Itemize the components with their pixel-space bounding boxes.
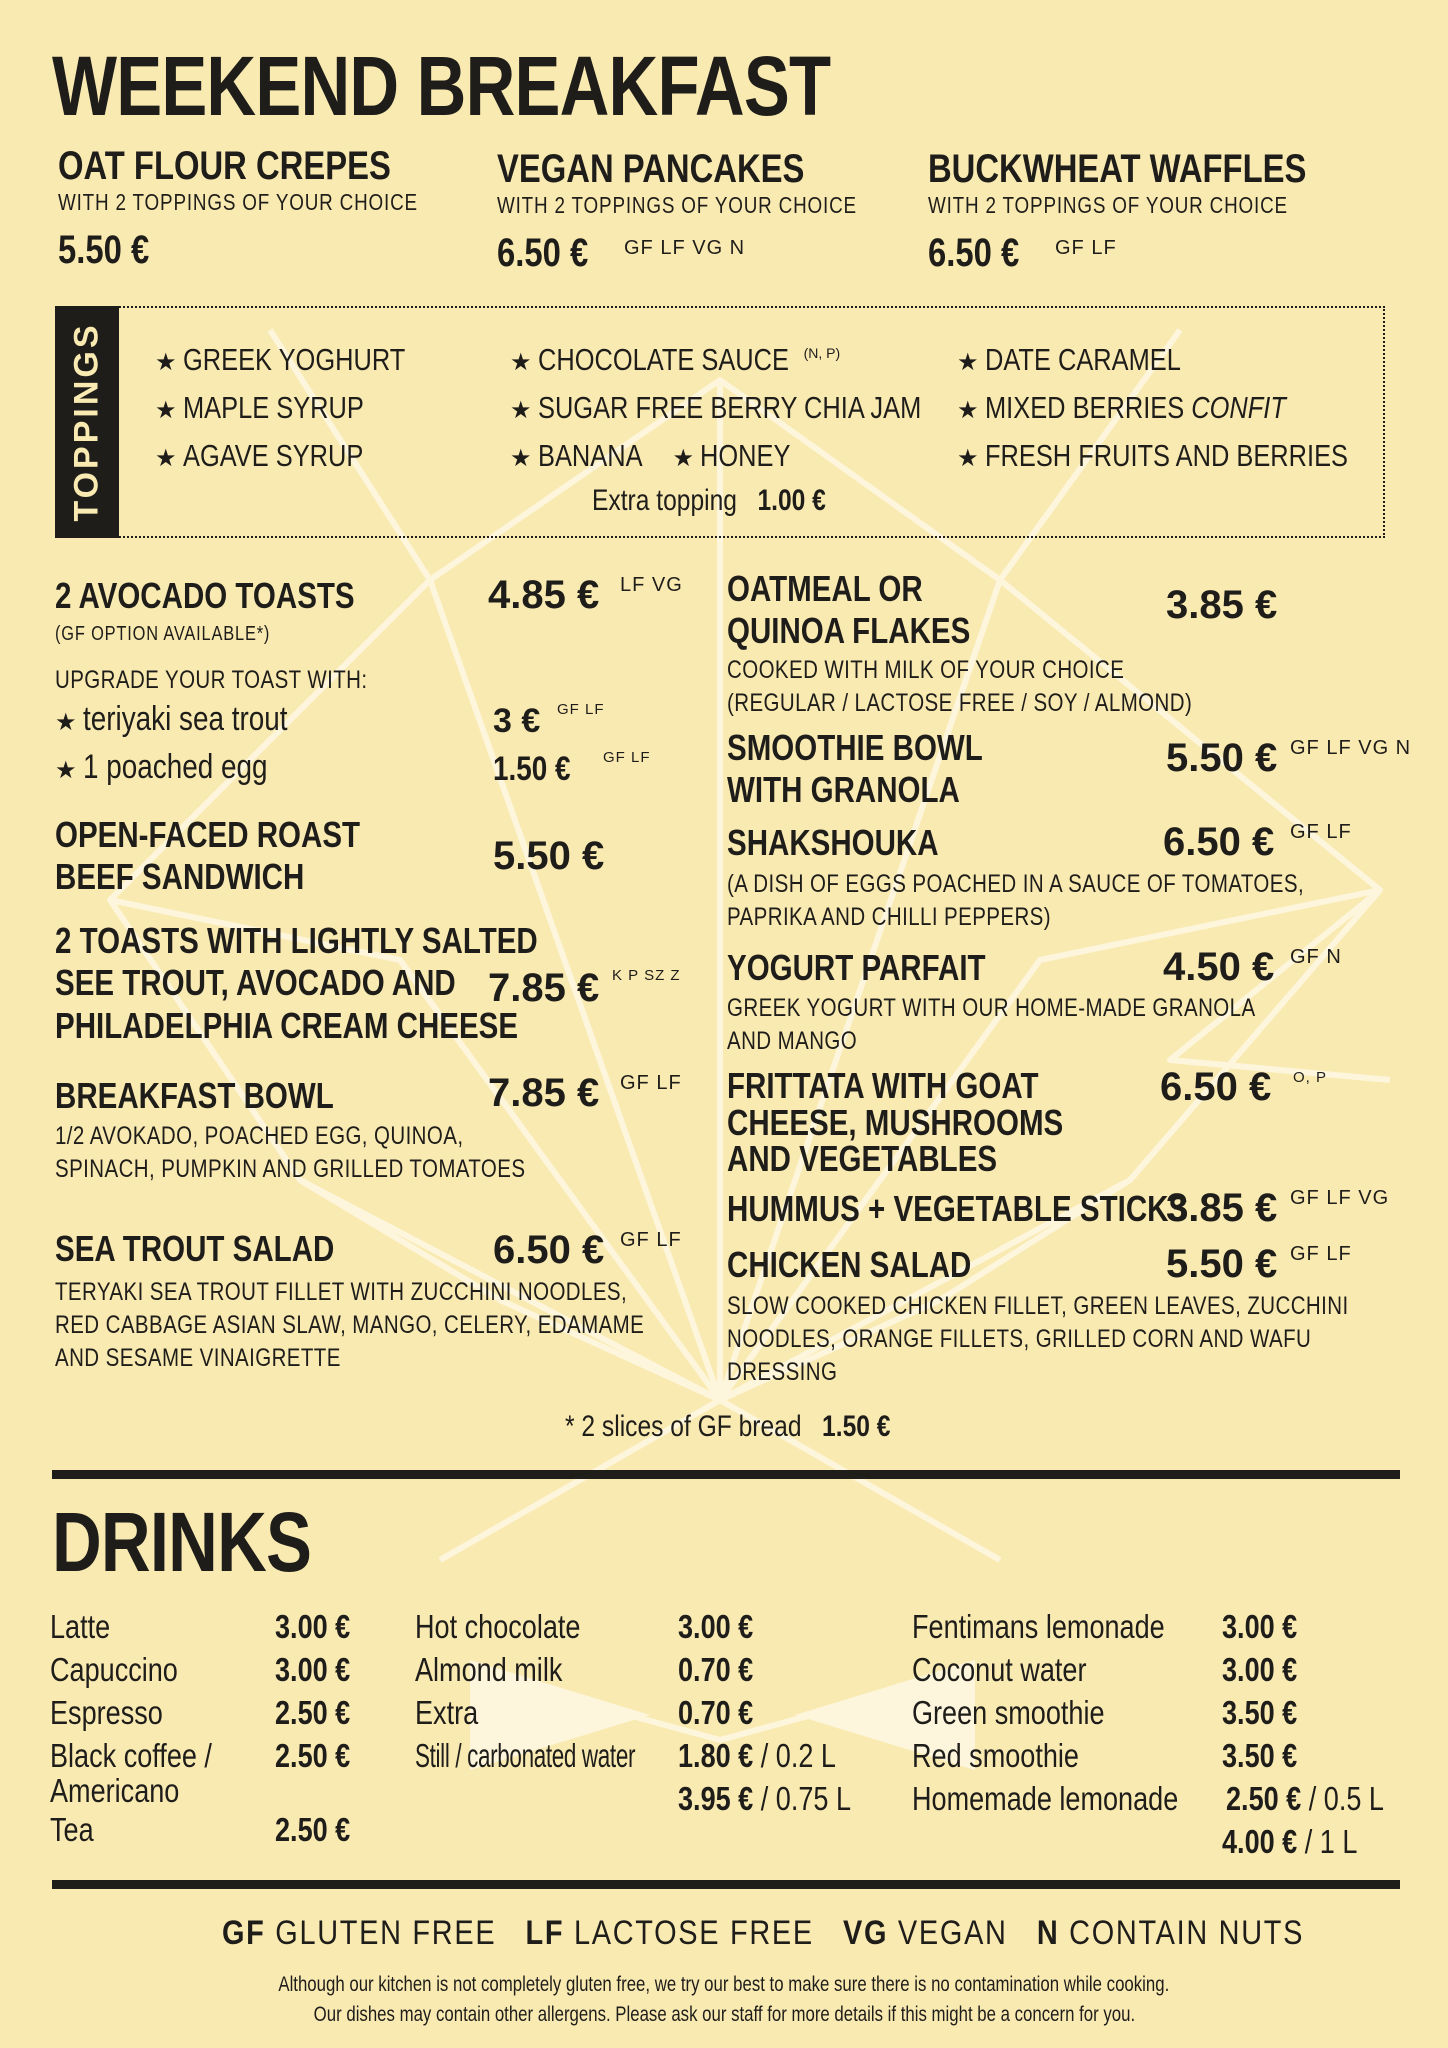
item-description: GREEK YOGURT WITH OUR HOME-MADE GRANOLA AND MANGO bbox=[727, 994, 1256, 1055]
divider bbox=[52, 1470, 1400, 1479]
toppings-col-1: ★ GREEK YOGHURT ★ MAPLE SYRUP ★ AGAVE SYRUP bbox=[155, 342, 405, 474]
item-frittata: FRITTATA WITH GOAT CHEESE, MUSHROOMS AND VEGETABLES bbox=[727, 1065, 1064, 1180]
star-icon: ★ bbox=[510, 397, 532, 425]
drink-row: Green smoothie 3.50 € bbox=[912, 1694, 1298, 1731]
item-price: 6.50 € bbox=[928, 231, 1020, 276]
item-price: 7.85 € bbox=[488, 1071, 600, 1115]
drink-row: Coconut water 3.00 € bbox=[912, 1651, 1298, 1688]
star-icon: ★ bbox=[55, 757, 77, 784]
drink-row: Still / carbonated water 1.80 € / 0.2 L bbox=[415, 1737, 836, 1774]
item-description: SLOW COOKED CHICKEN FILLET, GREEN LEAVES, ZUCCHINI NOODLES, ORANGE FILLETS, GRILLED CORN AND WAFU DRESSING bbox=[727, 1292, 1349, 1386]
menu-item-waffles bbox=[928, 147, 1389, 276]
item-price: 6.50 € bbox=[1163, 820, 1275, 864]
item-tags: GF LF bbox=[1290, 1243, 1352, 1265]
star-icon: ★ bbox=[155, 397, 177, 425]
item-roast-beef: OPEN-FACED ROAST BEEF SANDWICH bbox=[55, 814, 361, 898]
item-breakfast-bowl: BREAKFAST BOWL bbox=[55, 1075, 334, 1116]
item-hummus: HUMMUS + VEGETABLE STICKS bbox=[727, 1188, 1189, 1229]
item-price: 5.50 € bbox=[58, 228, 150, 273]
item-price: 6.50 € bbox=[497, 231, 589, 276]
item-subtitle: WITH 2 TOPPINGS OF YOUR CHOICE bbox=[58, 189, 418, 215]
item-oatmeal: OATMEAL OR QUINOA FLAKES bbox=[727, 568, 971, 652]
item-tags: GF LF bbox=[620, 1072, 682, 1094]
toppings-col-3: ★ DATE CARAMEL ★ MIXED BERRIES CONFIT ★ FRESH FRUITS AND BERRIES bbox=[957, 342, 1348, 474]
item-yogurt-parfait: YOGURT PARFAIT bbox=[727, 947, 986, 988]
drink-row: 3.95 € / 0.75 L bbox=[678, 1780, 852, 1817]
drinks-title: DRINKS bbox=[52, 1495, 312, 1589]
item-sea-trout-salad: SEA TROUT SALAD bbox=[55, 1228, 335, 1269]
drink-row: Black coffee / 2.50 € bbox=[50, 1737, 351, 1774]
item-price: 5.50 € bbox=[1166, 1242, 1278, 1286]
item-tags: GF LF VG N bbox=[624, 237, 746, 259]
item-tags: GF LF bbox=[620, 1229, 682, 1251]
drinks-col-3 bbox=[912, 1605, 1419, 1863]
upgrade-option: ★ teriyaki sea trout bbox=[55, 700, 288, 738]
drink-row: Tea 2.50 € bbox=[50, 1811, 351, 1848]
allergen-legend: GF GLUTEN FREE LF LACTOSE FREE VG VEGAN N CONTAIN NUTS bbox=[222, 1914, 1305, 1952]
item-name: OAT FLOUR CREPES bbox=[58, 144, 391, 188]
drink-row: Espresso 2.50 € bbox=[50, 1694, 351, 1731]
gf-bread-note: * 2 slices of GF bread 1.50 € bbox=[565, 1410, 891, 1443]
footer-disclaimer: Although our kitchen is not completely gluten free, we try our best to make sure there is no contamination while cooking. Our dishes may contain other allergens. Please ask our staff for more details if this might be a concern for you. bbox=[278, 1973, 1170, 2026]
item-tags: LF VG bbox=[620, 574, 683, 596]
item-shakshouka: SHAKSHOUKA bbox=[727, 822, 939, 863]
star-icon: ★ bbox=[957, 397, 979, 425]
item-tags: O, P bbox=[1293, 1069, 1328, 1086]
drink-row: Latte 3.00 € bbox=[50, 1608, 351, 1645]
item-name: VEGAN PANCAKES bbox=[497, 147, 805, 191]
item-price: 4.85 € bbox=[488, 573, 600, 617]
item-price: 6.50 € bbox=[493, 1228, 605, 1272]
item-price: 5.50 € bbox=[1166, 736, 1278, 780]
star-icon: ★ bbox=[672, 445, 695, 473]
item-smoothie-bowl: SMOOTHIE BOWL WITH GRANOLA bbox=[727, 727, 983, 811]
item-tags: GF LF bbox=[1055, 237, 1117, 259]
upgrade-price: 1.50 € bbox=[493, 750, 571, 788]
drink-row: Americano bbox=[50, 1772, 180, 1809]
drinks-col-2 bbox=[415, 1605, 889, 1820]
item-subtitle: WITH 2 TOPPINGS OF YOUR CHOICE bbox=[928, 192, 1288, 218]
star-icon: ★ bbox=[510, 349, 532, 376]
item-description: 1/2 AVOKADO, POACHED EGG, QUINOA, SPINACH, PUMPKIN AND GRILLED TOMATOES bbox=[55, 1122, 526, 1183]
star-icon: ★ bbox=[55, 709, 77, 736]
drink-row: Homemade lemonade 2.50 € / 0.5 L bbox=[912, 1780, 1384, 1817]
upgrade-option: ★ 1 poached egg bbox=[55, 748, 268, 786]
toppings-label: TOPPINGS bbox=[67, 322, 106, 522]
item-description: COOKED WITH MILK OF YOUR CHOICE (REGULAR / LACTOSE FREE / SOY / ALMOND) bbox=[727, 656, 1193, 717]
upgrade-price: 3 € bbox=[493, 702, 541, 740]
item-tags: GF LF bbox=[603, 749, 651, 766]
drink-row: Red smoothie 3.50 € bbox=[912, 1737, 1298, 1774]
drink-row: Hot chocolate 3.00 € bbox=[415, 1608, 754, 1645]
page-title: WEEKEND BREAKFAST bbox=[52, 39, 831, 133]
item-price: 7.85 € bbox=[488, 966, 600, 1010]
topping-tags: (N, P) bbox=[803, 345, 841, 361]
drink-row: Capuccino 3.00 € bbox=[50, 1651, 351, 1688]
toppings-label-bar bbox=[55, 306, 119, 538]
drink-row: 4.00 € / 1 L bbox=[1222, 1823, 1358, 1860]
item-subtitle: WITH 2 TOPPINGS OF YOUR CHOICE bbox=[497, 192, 857, 218]
item-price: 4.50 € bbox=[1163, 945, 1275, 989]
toppings-col-2: ★ CHOCOLATE SAUCE $^{(N, P)}$ ★ SUGAR FREE BERRY CHIA JAM ★ BANANA ★ HONEY bbox=[510, 342, 921, 474]
item-description: (A DISH OF EGGS POACHED IN A SAUCE OF TOMATOES, PAPRIKA AND CHILLI PEPPERS) bbox=[727, 870, 1305, 931]
item-name: BUCKWHEAT WAFFLES bbox=[928, 147, 1307, 191]
item-price: 5.50 € bbox=[493, 834, 605, 878]
star-icon: ★ bbox=[510, 445, 532, 473]
item-tags: K P SZ Z bbox=[612, 967, 681, 984]
star-icon: ★ bbox=[957, 445, 979, 473]
drinks-col-1 bbox=[50, 1605, 367, 1851]
star-icon: ★ bbox=[155, 445, 177, 473]
item-tags: GF LF bbox=[557, 701, 605, 718]
item-avocado-toasts: 2 AVOCADO TOASTS bbox=[55, 575, 355, 616]
item-chicken-salad: CHICKEN SALAD bbox=[727, 1244, 972, 1285]
item-description: TERYAKI SEA TROUT FILLET WITH ZUCCHINI NOODLES, RED CABBAGE ASIAN SLAW, MANGO, CELERY, EDAMAME AND SESAME VINAIGRETTE bbox=[55, 1278, 645, 1372]
item-tags: GF LF VG bbox=[1290, 1187, 1390, 1209]
item-tags: GF LF bbox=[1290, 821, 1352, 843]
item-trout-toasts: 2 TOASTS WITH LIGHTLY SALTED SEE TROUT, AVOCADO AND PHILADELPHIA CREAM CHEESE bbox=[55, 920, 538, 1046]
star-icon: ★ bbox=[957, 349, 979, 376]
star-icon: ★ bbox=[155, 349, 177, 376]
item-price: 3.85 € bbox=[1166, 1186, 1278, 1230]
divider bbox=[52, 1880, 1400, 1889]
menu-item-crepes bbox=[58, 144, 497, 273]
item-tags: GF LF VG N bbox=[1290, 737, 1412, 759]
extra-topping: Extra topping 1.00 € bbox=[592, 484, 826, 517]
upgrade-label: UPGRADE YOUR TOAST WITH: bbox=[55, 666, 368, 694]
drink-row: Almond milk 0.70 € bbox=[415, 1651, 754, 1688]
item-price: 3.85 € bbox=[1166, 583, 1278, 627]
gf-option-note: (GF OPTION AVAILABLE*) bbox=[55, 623, 271, 645]
drink-row: Fentimans lemonade 3.00 € bbox=[912, 1608, 1298, 1645]
item-tags: GF N bbox=[1290, 946, 1342, 968]
item-price: 6.50 € bbox=[1160, 1065, 1272, 1109]
drink-row: Extra 0.70 € bbox=[415, 1694, 754, 1731]
